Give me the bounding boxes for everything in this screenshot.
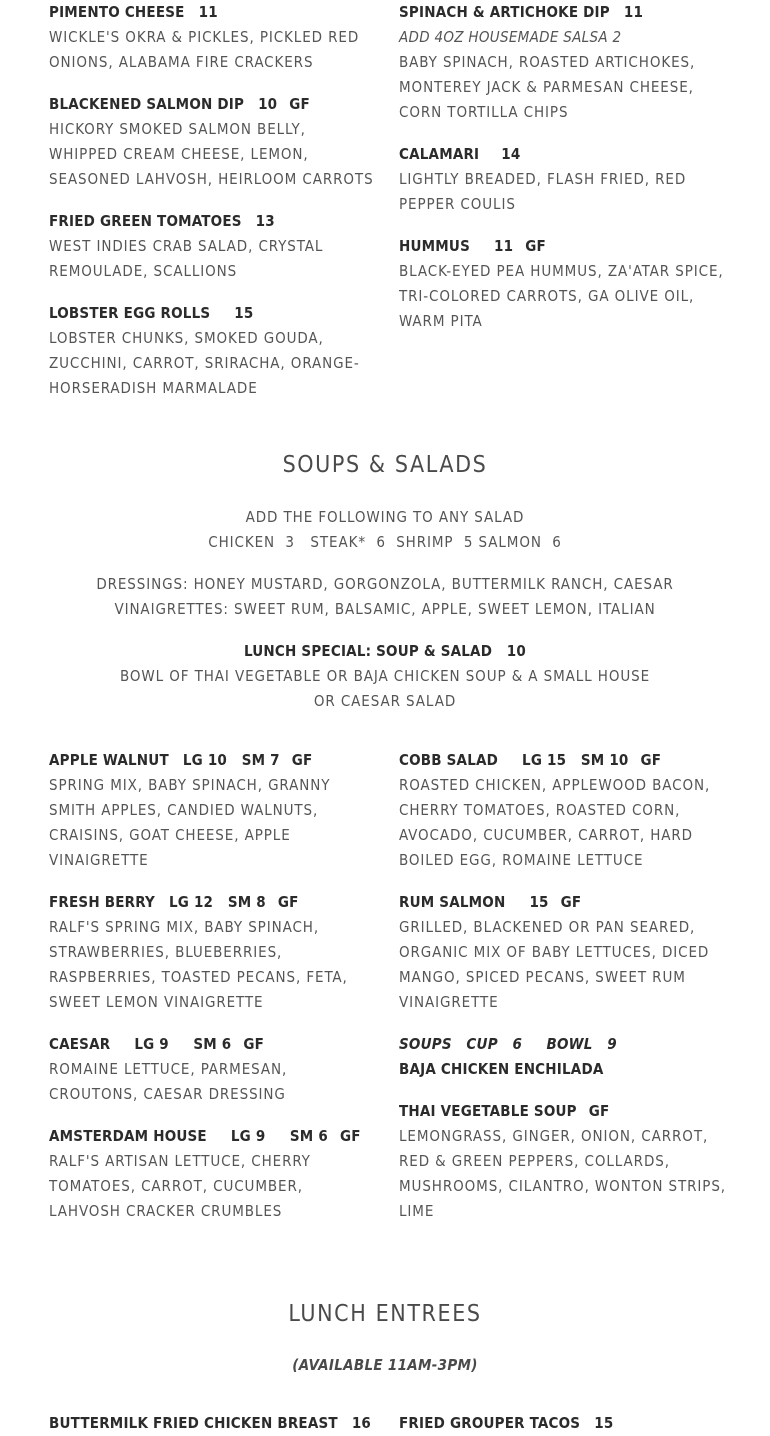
menu-item-soups: [399, 1032, 729, 1082]
gluten-free-badge: GF: [588, 1102, 610, 1120]
dressings-list: DRESSINGS: HONEY MUSTARD, GORGONZOLA, BUTTERMILK RANCH, CAESAR: [96, 575, 674, 593]
item-name: AMSTERDAM HOUSE: [49, 1127, 207, 1145]
menu-item-fried-grouper-tacos: [399, 1411, 729, 1436]
item-name: HUMMUS: [399, 237, 470, 255]
item-price: 15: [594, 1414, 614, 1432]
item-price: LG 15 SM 10: [522, 751, 629, 769]
item-price: LG 10 SM 7: [182, 751, 280, 769]
salads-columns: [49, 748, 729, 1241]
item-description: RALF'S ARTISAN LETTUCE, CHERRY TOMATOES, CARROT, CUCUMBER, LAHVOSH CRACKER CRUMBLES: [49, 1152, 311, 1220]
item-price: 13: [255, 212, 275, 230]
menu-item-pimento-cheese: [49, 0, 374, 75]
item-description: BABY SPINACH, ROASTED ARTICHOKES, MONTEREY JACK & PARMESAN CHEESE, CORN TORTILLA CHIPS: [399, 53, 696, 121]
gluten-free-badge: GF: [339, 1127, 361, 1145]
item-price: 15: [529, 893, 549, 911]
item-name: THAI VEGETABLE SOUP: [399, 1102, 577, 1120]
item-name: COBB SALAD: [399, 751, 499, 769]
item-price: LG 9 SM 6: [134, 1035, 232, 1053]
gluten-free-badge: GF: [277, 893, 299, 911]
lunch-entrees-right-column: [399, 1411, 729, 1436]
add-ons-prices: CHICKEN 3 STEAK* 6 SHRIMP 5 SALMON 6: [208, 533, 562, 551]
appetizers-left-column: [49, 0, 374, 418]
menu-item-calamari: [399, 142, 729, 217]
gluten-free-badge: GF: [560, 893, 582, 911]
lunch-special-description: BOWL OF THAI VEGETABLE OR BAJA CHICKEN SOUP & A SMALL HOUSE OR CAESAR SALAD: [119, 667, 651, 710]
menu-item-amsterdam-house: [49, 1124, 374, 1224]
item-description: ROASTED CHICKEN, APPLEWOOD BACON, CHERRY TOMATOES, ROASTED CORN, AVOCADO, CUCUMBER, CARROT, HARD BOILED EGG, ROMAINE LETTUCE: [399, 776, 711, 869]
item-price: 11: [494, 237, 514, 255]
vinaigrettes-list: VINAIGRETTES: SWEET RUM, BALSAMIC, APPLE, SWEET LEMON, ITALIAN: [114, 600, 656, 618]
lunch-special-block: [0, 639, 770, 714]
item-name: RUM SALMON: [399, 893, 506, 911]
menu-item-lobster-egg-rolls: [49, 301, 374, 401]
menu-item-blackened-salmon-dip: [49, 92, 374, 192]
item-description: LIGHTLY BREADED, FLASH FRIED, RED PEPPER COULIS: [399, 170, 687, 213]
menu-item-buttermilk-fried-chicken: [49, 1411, 374, 1436]
item-name: CAESAR: [49, 1035, 111, 1053]
item-name: FRESH BERRY: [49, 893, 155, 911]
menu-item-spinach-artichoke-dip: [399, 0, 729, 125]
item-name: BLACKENED SALMON DIP: [49, 95, 245, 113]
item-price: 14: [501, 145, 521, 163]
item-name: BUTTERMILK FRIED CHICKEN BREAST: [49, 1414, 338, 1432]
item-description: BLACK-EYED PEA HUMMUS, ZA'ATAR SPICE, TRI-COLORED CARROTS, GA OLIVE OIL, WARM PITA: [399, 262, 724, 330]
item-description: SPRING MIX, BABY SPINACH, GRANNY SMITH APPLES, CANDIED WALNUTS, CRAISINS, GOAT CHEESE, APPLE VINAIGRETTE: [49, 776, 331, 869]
item-description: LOBSTER CHUNKS, SMOKED GOUDA, ZUCCHINI, CARROT, SRIRACHA, ORANGE-HORSERADISH MARMALADE: [49, 329, 360, 397]
item-name: PIMENTO CHEESE: [49, 3, 185, 21]
menu-item-hummus: [399, 234, 729, 334]
item-description: GRILLED, BLACKENED OR PAN SEARED, ORGANIC MIX OF BABY LETTUCES, DICED MANGO, SPICED PECANS, SWEET RUM VINAIGRETTE: [399, 918, 710, 1011]
menu-item-thai-vegetable-soup: [399, 1099, 729, 1224]
salad-add-ons: [0, 505, 770, 555]
lunch-entrees-left-column: [49, 1411, 374, 1436]
gluten-free-badge: GF: [525, 237, 546, 255]
gluten-free-badge: GF: [289, 95, 310, 113]
item-name: SPINACH & ARTICHOKE DIP: [399, 3, 610, 21]
menu-item-rum-salmon: [399, 890, 729, 1015]
lunch-entrees-columns: [49, 1411, 729, 1436]
soups-price-header: SOUPS CUP 6 BOWL 9: [399, 1035, 617, 1053]
item-description: HICKORY SMOKED SALMON BELLY, WHIPPED CREAM CHEESE, LEMON, SEASONED LAHVOSH, HEIRLOOM CARROTS: [49, 120, 374, 188]
menu-item-caesar: [49, 1032, 374, 1107]
menu-item-cobb-salad: [399, 748, 729, 873]
item-price: LG 9 SM 6: [230, 1127, 328, 1145]
dressings-block: [0, 572, 770, 622]
menu-item-fresh-berry: [49, 890, 374, 1015]
menu-item-apple-walnut: [49, 748, 374, 873]
appetizers-right-column: [399, 0, 729, 418]
item-price: 16: [351, 1414, 372, 1432]
item-price: 11: [623, 3, 644, 21]
gluten-free-badge: GF: [243, 1035, 265, 1053]
item-name: BAJA CHICKEN ENCHILADA: [399, 1060, 604, 1078]
menu-item-fried-green-tomatoes: [49, 209, 374, 284]
item-price: 11: [198, 3, 218, 21]
item-name: FRIED GREEN TOMATOES: [49, 212, 242, 230]
item-name: APPLE WALNUT: [49, 751, 169, 769]
item-price: LG 12 SM 8: [168, 893, 266, 911]
item-description: RALF'S SPRING MIX, BABY SPINACH, STRAWBERRIES, BLUEBERRIES, RASPBERRIES, TOASTED PECANS, FETA, SWEET LEMON VINAIGRETTE: [49, 918, 348, 1011]
lunch-special-title: LUNCH SPECIAL: SOUP & SALAD 10: [244, 642, 526, 660]
item-description: ROMAINE LETTUCE, PARMESAN, CROUTONS, CAESAR DRESSING: [49, 1060, 288, 1103]
salads-right-column: [399, 748, 729, 1241]
item-price: 15: [234, 304, 254, 322]
item-name: FRIED GROUPER TACOS: [399, 1414, 581, 1432]
gluten-free-badge: GF: [291, 751, 313, 769]
section-title-lunch-entrees: LUNCH ENTREES: [288, 1301, 482, 1327]
item-name: CALAMARI: [399, 145, 480, 163]
item-add-on-note: ADD 4OZ HOUSEMADE SALSA 2: [399, 28, 622, 46]
add-ons-heading: ADD THE FOLLOWING TO ANY SALAD: [245, 508, 525, 526]
item-price: 10: [258, 95, 278, 113]
appetizers-columns: [49, 0, 729, 418]
lunch-availability-note: (AVAILABLE 11AM-3PM): [292, 1356, 478, 1374]
gluten-free-badge: GF: [640, 751, 662, 769]
salads-left-column: [49, 748, 374, 1241]
item-description: LEMONGRASS, GINGER, ONION, CARROT, RED & GREEN PEPPERS, COLLARDS, MUSHROOMS, CILANTRO, WONTON STRIPS, LIME: [399, 1127, 726, 1220]
item-description: WICKLE'S OKRA & PICKLES, PICKLED RED ONIONS, ALABAMA FIRE CRACKERS: [49, 28, 360, 71]
item-description: WEST INDIES CRAB SALAD, CRYSTAL REMOULADE, SCALLIONS: [49, 237, 324, 280]
section-title-soups-salads: SOUPS & SALADS: [282, 452, 488, 478]
item-name: LOBSTER EGG ROLLS: [49, 304, 211, 322]
